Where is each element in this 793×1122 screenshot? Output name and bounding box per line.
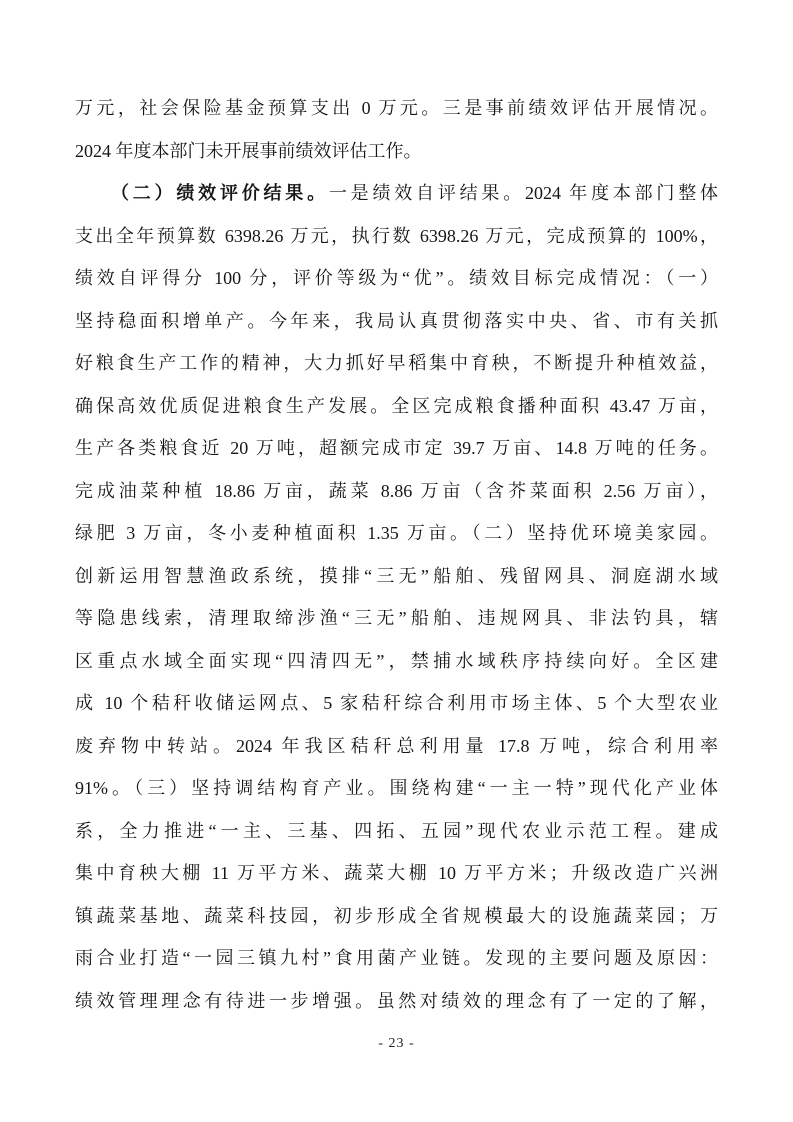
text-line: 系，全力推进“一主、三基、四拓、五园”现代农业示范工程。建成 xyxy=(75,820,718,841)
text-line: 雨合业打造“一园三镇九村”食用菌产业链。发现的主要问题及原因： xyxy=(75,948,718,968)
text-line: 生产各类粮食近 20 万吨，超额完成市定 39.7 万亩、14.8 万吨的任务。 xyxy=(75,438,718,458)
text-line: 废弃物中转站。2024 年我区秸秆总利用量 17.8 万吨，综合利用率 xyxy=(75,735,718,756)
text-line: 完成油菜种植 18.86 万亩，蔬菜 8.86 万亩（含芥菜面积 2.56 万亩）， xyxy=(75,480,718,501)
text-line: 等隐患线索，清理取缔涉渔“三无”船舶、违规网具、非法钓具，辖 xyxy=(75,608,718,628)
document-body xyxy=(75,87,718,1022)
text-line: 成 10 个秸秆收储运网点、5 家秸秆综合利用市场主体、5 个大型农业 xyxy=(75,693,718,713)
text-line: 万元，社会保险基金预算支出 0 万元。三是事前绩效评估开展情况。 xyxy=(75,98,718,118)
text-run: 一是绩效自评结果。2024 年度本部门整体 xyxy=(328,183,718,203)
text-line: 绿肥 3 万亩，冬小麦种植面积 1.35 万亩。（二）坚持优环境美家园。 xyxy=(75,523,718,543)
text-line xyxy=(75,172,718,215)
text-line: 集中育秧大棚 11 万平方米、蔬菜大棚 10 万平方米；升级改造广兴洲 xyxy=(75,863,718,883)
page-number: - 23 - xyxy=(378,1036,415,1051)
text-line: 镇蔬菜基地、蔬菜科技园，初步形成全省规模最大的设施蔬菜园；万 xyxy=(75,905,718,926)
text-line: 支出全年预算数 6398.26 万元，执行数 6398.26 万元，完成预算的 100%， xyxy=(75,225,718,246)
text-line: 绩效自评得分 100 分，评价等级为“优”。绩效目标完成情况：（一） xyxy=(75,268,718,288)
section-heading-run: （二）绩效评价结果。 xyxy=(111,183,329,203)
text-line: 91%。（三）坚持调结构育产业。围绕构建“一主一特”现代化产业体 xyxy=(75,778,718,798)
text-line: 创新运用智慧渔政系统，摸排“三无”船舶、残留网具、洞庭湖水域 xyxy=(75,565,718,586)
text-line: 区重点水域全面实现“四清四无”，禁捕水域秩序持续向好。全区建 xyxy=(75,650,718,671)
text-line: 好粮食生产工作的精神，大力抓好早稻集中育秧，不断提升种植效益， xyxy=(75,353,718,373)
text-line: 确保高效优质促进粮食生产发展。全区完成粮食播种面积 43.47 万亩， xyxy=(75,395,718,416)
text-line: 绩效管理理念有待进一步增强。虽然对绩效的理念有了一定的了解， xyxy=(75,990,718,1011)
text-line: 2024 年度本部门未开展事前绩效评估工作。 xyxy=(75,140,422,161)
text-line: 坚持稳面积增单产。今年来，我局认真贯彻落实中央、省、市有关抓 xyxy=(75,310,718,331)
